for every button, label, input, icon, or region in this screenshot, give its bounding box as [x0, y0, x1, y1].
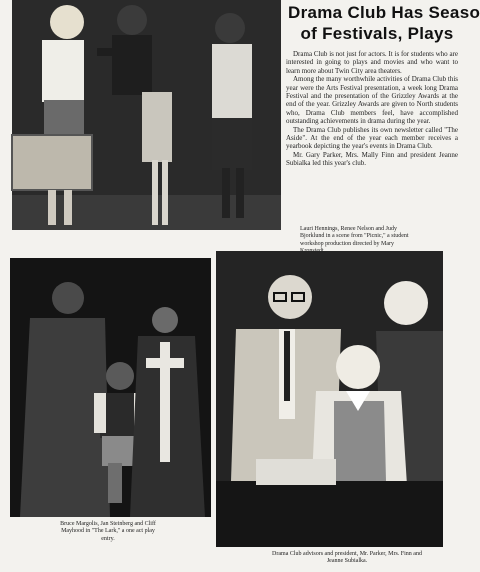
body-paragraph: Mr. Gary Parker, Mrs. Mally Finn and president Jeanne Subialka led this year's club.	[286, 150, 458, 168]
headline-line-1: Drama Club Has Seaso	[288, 3, 480, 22]
body-paragraph: Drama Club is not just for actors. It is for students who are interested in going to plays and movies and who want to learn more about Twin City area theaters.	[286, 50, 458, 75]
photo-the-lark	[10, 258, 211, 517]
photo-picnic-scene	[12, 0, 281, 230]
headline-line-2: of Festivals, Plays	[300, 24, 454, 43]
caption-picnic: Lauri Hennings, Renee Nelson and Judy Bjorklund in a scene from "Picnic," a student workshop production directed by Mary	[300, 226, 409, 247]
article-headline	[288, 2, 480, 44]
photo-advisors	[216, 251, 443, 547]
caption-advisors: Drama Club advisors and president, Mr. Parker, Mrs. Finn and Jeanne Subialka.	[272, 551, 422, 565]
body-paragraph: The Drama Club publishes its own newsletter called "The Aside". At the end of the year each member receives a yearbook depicting the year's events in Drama Club.	[286, 125, 458, 151]
article-body	[286, 50, 458, 168]
caption-the-lark: Bruce Margolis, Jan Steinberg and Cliff Mayhood in "The Lark," a one act play entry.	[60, 521, 156, 542]
body-paragraph: Among the many worthwhile activities of Drama Club this year were the Arts Festival presentation, a week long Drama Festival and the presentation of the Grizzley Awards at the end of the year. Grizzley Awards are given to North students who, Drama Club members feel, have accomplished outstanding achievements in drama during the year.	[286, 75, 458, 126]
